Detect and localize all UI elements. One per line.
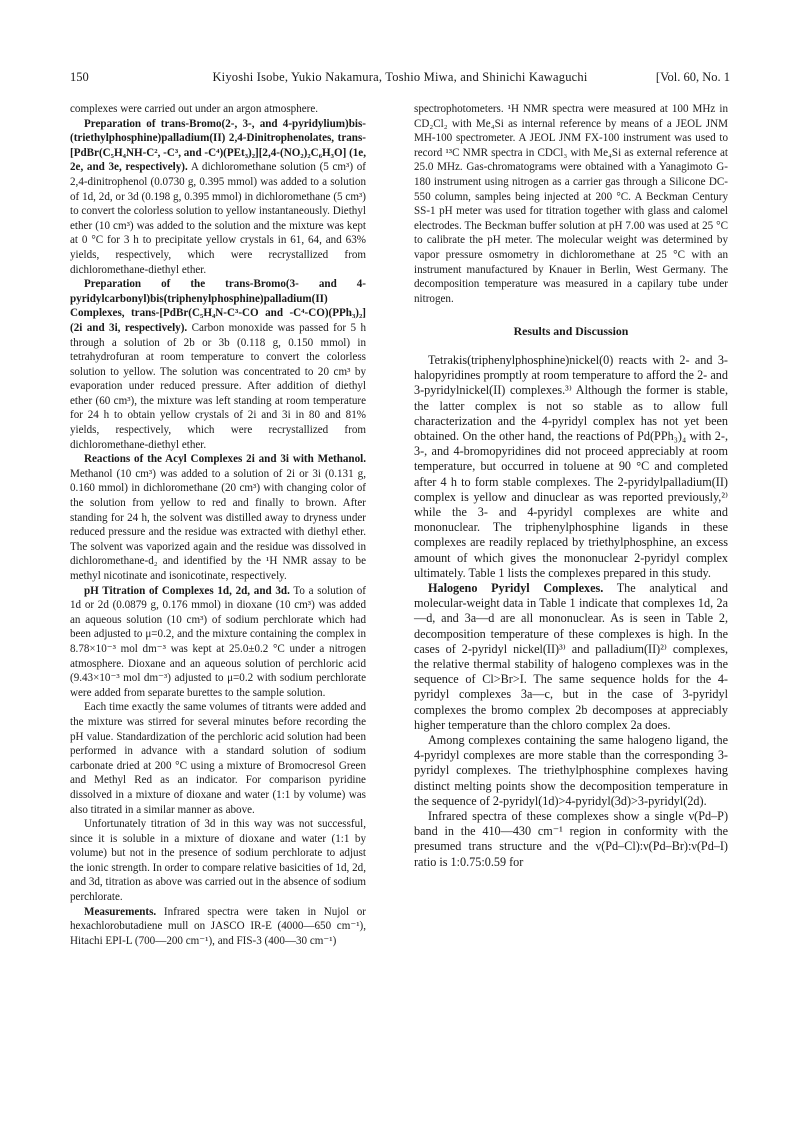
running-header	[70, 70, 730, 88]
paragraph-body: Methanol (10 cm³) was added to a solution of 2i or 3i (0.131 g, 0.160 mmol) in dichloromethane (20 cm³) with changing color of the solution from yellow to red and finally to brown. After standing for 24 h, the solvent was distilled away to dryness under reduced pressure and the residue was extracted with diethyl ether. The solvent was vaporized again and the residue was dissolved in dichloromethane-d₂ and identified by the ¹H NMR assay to be methyl nicotinate and isonicotinate, respectively.	[70, 467, 366, 582]
paragraph-heading: Preparation of the trans-Bromo(3- and 4- pyridylcarbonyl)bis(triphenylphosphine)palladium(II) Complexes, trans-[PdBr(C₅H₄N-C³-CO and -C⁴-CO)(PPh₃)₂] (2i and 3i, respectively).	[70, 278, 366, 334]
paragraph	[70, 117, 366, 278]
paragraph	[414, 581, 728, 733]
paragraph	[70, 584, 366, 701]
paragraph-body: A dichloromethane solution (5 cm³) of 2,4-dinitrophenol (0.0730 g, 0.395 mmol) was added to a solution of 1d, 2d, or 3d (0.198 g, 0.395 mmol) in dichloromethane (5 cm³) to convert the colorless solution to yellow instantaneously. Diethyl ether (10 cm³) was added to the solution and the mixture was kept at 0 °C for 3 h to precipitate yellow crystals in 61, 64, and 63% yields, respectively, which were recrystallized from dichloromethane-diethyl ether.	[70, 161, 366, 276]
paragraph: Unfortunately titration of 3d in this way was not successful, since it is soluble in a mixture of dioxane and water (1:1 by volume) but not in the presence of sodium perchlorate to adjust the ionic strength. In order to compare relative basicities of 1d, 2d, and 3d, titration as above was carried out in the absence of sodium perchlorate.	[70, 818, 366, 904]
left-column	[70, 102, 366, 948]
paragraph: complexes were carried out under an argon atmosphere.	[70, 103, 319, 115]
paragraph: Each time exactly the same volumes of titrants were added and the mixture was stirred for several minutes before recording the pH value. Standardization of the perchloric acid solution had been performed in advance with a standard solution of sodium carbonate dried at 200 °C using a mixture of Bromocresol Green and Methyl Red as an indicator. For comparison pyridine dissolved in a mixture of dioxane and water (1:1 by volume) was also titrated in a similar manner as above.	[70, 701, 366, 816]
paragraph: spectrophotometers. ¹H NMR spectra were measured at 100 MHz in CD₂Cl₂ with Me₄Si as internal reference by means of a JEOL JNM MH-100 spectrometer. A JEOL JNM FX-100 instrument was used to record ¹³C NMR spectra in CDCl₃ with Me₄Si as external reference at 25.0 MHz. Gas-chromatograms were obtained with a Yanagimoto G-180 instrument using nitrogen as a carrier gas through a Silicone DC-550 column, samples being injected at 200 °C. A Beckman Century SS-1 pH meter was used for titration together with glass and calomel electrodes. The Beckman buffer solution at pH 7.00 was used at 25 °C to calibrate the pH meter. The molecular weight was determined by vapor pressure osmometry in dichloromethane at 25 °C with an instrument manufactured by Knauer in Berlin, West Germany. The decomposition temperature was measured in a capilary tube under nitrogen.	[414, 103, 728, 305]
paragraph-body: Infrared spectra were taken in Nujol or hexachlorobutadiene mull on JASCO IR-E (4000—650 cm⁻¹), Hitachi EPI-L (700—200 cm⁻¹), and FIS-3 (400—30 cm⁻¹)	[70, 905, 366, 947]
section-body	[414, 353, 728, 870]
right-column	[414, 102, 728, 870]
header-volume: [Vol. 60, No. 1	[655, 70, 730, 84]
paragraph	[70, 277, 366, 452]
paragraph	[70, 452, 366, 583]
paragraph-body: Carbon monoxide was passed for 5 h through a solution of 2b or 3b (0.118 g, 0.150 mmol) in tetrahydrofuran at room temperature to convert the colorless solution to yellow. The solution was concentrated to 20 cm³ by evaporation under reduced pressure. After addition of diethyl ether (60 cm³), the mixture was left standing at room temperature for 24 h to obtain yellow crystals of 2i and 3i in 80 and 81% yields, respectively, which were recrystallized from dichloromethane-diethyl ether.	[70, 321, 366, 451]
section-title: Results and Discussion	[513, 324, 629, 339]
paragraph-heading: Measurements.	[84, 905, 157, 918]
paragraph: Among complexes containing the same halogeno ligand, the 4-pyridyl complexes are more stable than the corresponding 3-pyridyl complexes. The triethylphosphine complexes having distinct melting points show the decomposition temperature in the sequence of 2-pyridyl(1d)>4-pyridyl(3d)>3-pyridyl(2d).	[414, 732, 728, 808]
paragraph-body: The analytical and molecular-weight data in Table 1 indicate that complexes 1d, 2a—d, and 3a—d are all mononuclear. As is seen in Table 2, decomposition temperature of these complexes is high. In the cases of 2-pyridyl nickel(II)³⁾ and palladium(II)²⁾ complexes, the relative thermal stability of halogeno complexes was in the sequence of Cl>Br>I. The same sequence holds for the 4-pyridyl complexes 3a—c, but in the case of 3-pyridyl complexes the bromo complex 2b decomposes at appreciably higher temperature than the chloro complex 2a does.	[414, 580, 728, 732]
header-authors: Kiyoshi Isobe, Yukio Nakamura, Toshio Miwa, and Shinichi Kawaguchi	[212, 70, 588, 84]
paragraph-body: To a solution of 1d or 2d (0.0879 g, 0.176 mmol) in dioxane (10 cm³) was added an aqueous solution (10 cm³) of sodium perchlorate which had been adjusted to μ=0.2, and the mixture containing the complex in 8.78×10⁻³ mol dm⁻³ was kept at 25.0±0.2 °C under a nitrogen atmosphere. Dioxane and an aqueous solution of perchloric acid (9.43×10⁻³ mol dm⁻³) adjusted to μ=0.2 with sodium perchlorate were added from separate burettes to the sample solution.	[70, 584, 366, 699]
paragraph: Tetrakis(triphenylphosphine)nickel(0) reacts with 2- and 3-halopyridines promptly at room temperature to afford the 2- and 3-pyridylnickel(II) complexes.³⁾ Although the former is stable, the latter complex is not so stable as to allow full characterization and the 4-pyridyl complex has not yet been obtained. On the other hand, the reactions of Pd(PPh₃)₄ with 2-, 3-, and 4-bromopyridines did not proceed appreciably at room temperature, but occurred in toluene at 90 °C and completed after 4 h to form stable complexes. The 2-pyridylpalladium(II) complex is yellow and dinuclear as was reported previously,²⁾ while the 3- and 4-pyridyl complexes are white and mononuclear. The triphenylphosphine ligands in these complexes are readily replaced by triethylphosphine, an excess amount of which gives the mononuclear 2-pyridyl complex ultimately. Table 1 lists the complexes prepared in this study.	[414, 352, 728, 580]
paragraph: Infrared spectra of these complexes show a single ν(Pd–P) band in the 410—430 cm⁻¹ region in conformity with the presumed trans structure and the ν(Pd–Cl):ν(Pd–Br):ν(Pd–I) ratio is 1:0.75:0.59 for	[414, 809, 728, 869]
paragraph-heading: Preparation of trans-Bromo(2-, 3-, and 4-pyridylium)bis-(triethylphosphine)palladium(II) 2,4-Dinitrophenolates, trans-[PdBr(C₅H₄NH-C², -C³, and -C⁴)(PEt₃)₂][2,4-(NO₂)₂C₆H₃O] (1e, 2e, and 3e, respectively).	[70, 117, 367, 174]
paragraph	[70, 905, 366, 949]
page-number: 150	[70, 70, 89, 84]
paragraph-heading: Halogeno Pyridyl Complexes.	[428, 580, 604, 595]
paragraph-heading: pH Titration of Complexes 1d, 2d, and 3d.	[84, 584, 290, 597]
paragraph-heading: Reactions of the Acyl Complexes 2i and 3i with Methanol.	[84, 453, 366, 466]
